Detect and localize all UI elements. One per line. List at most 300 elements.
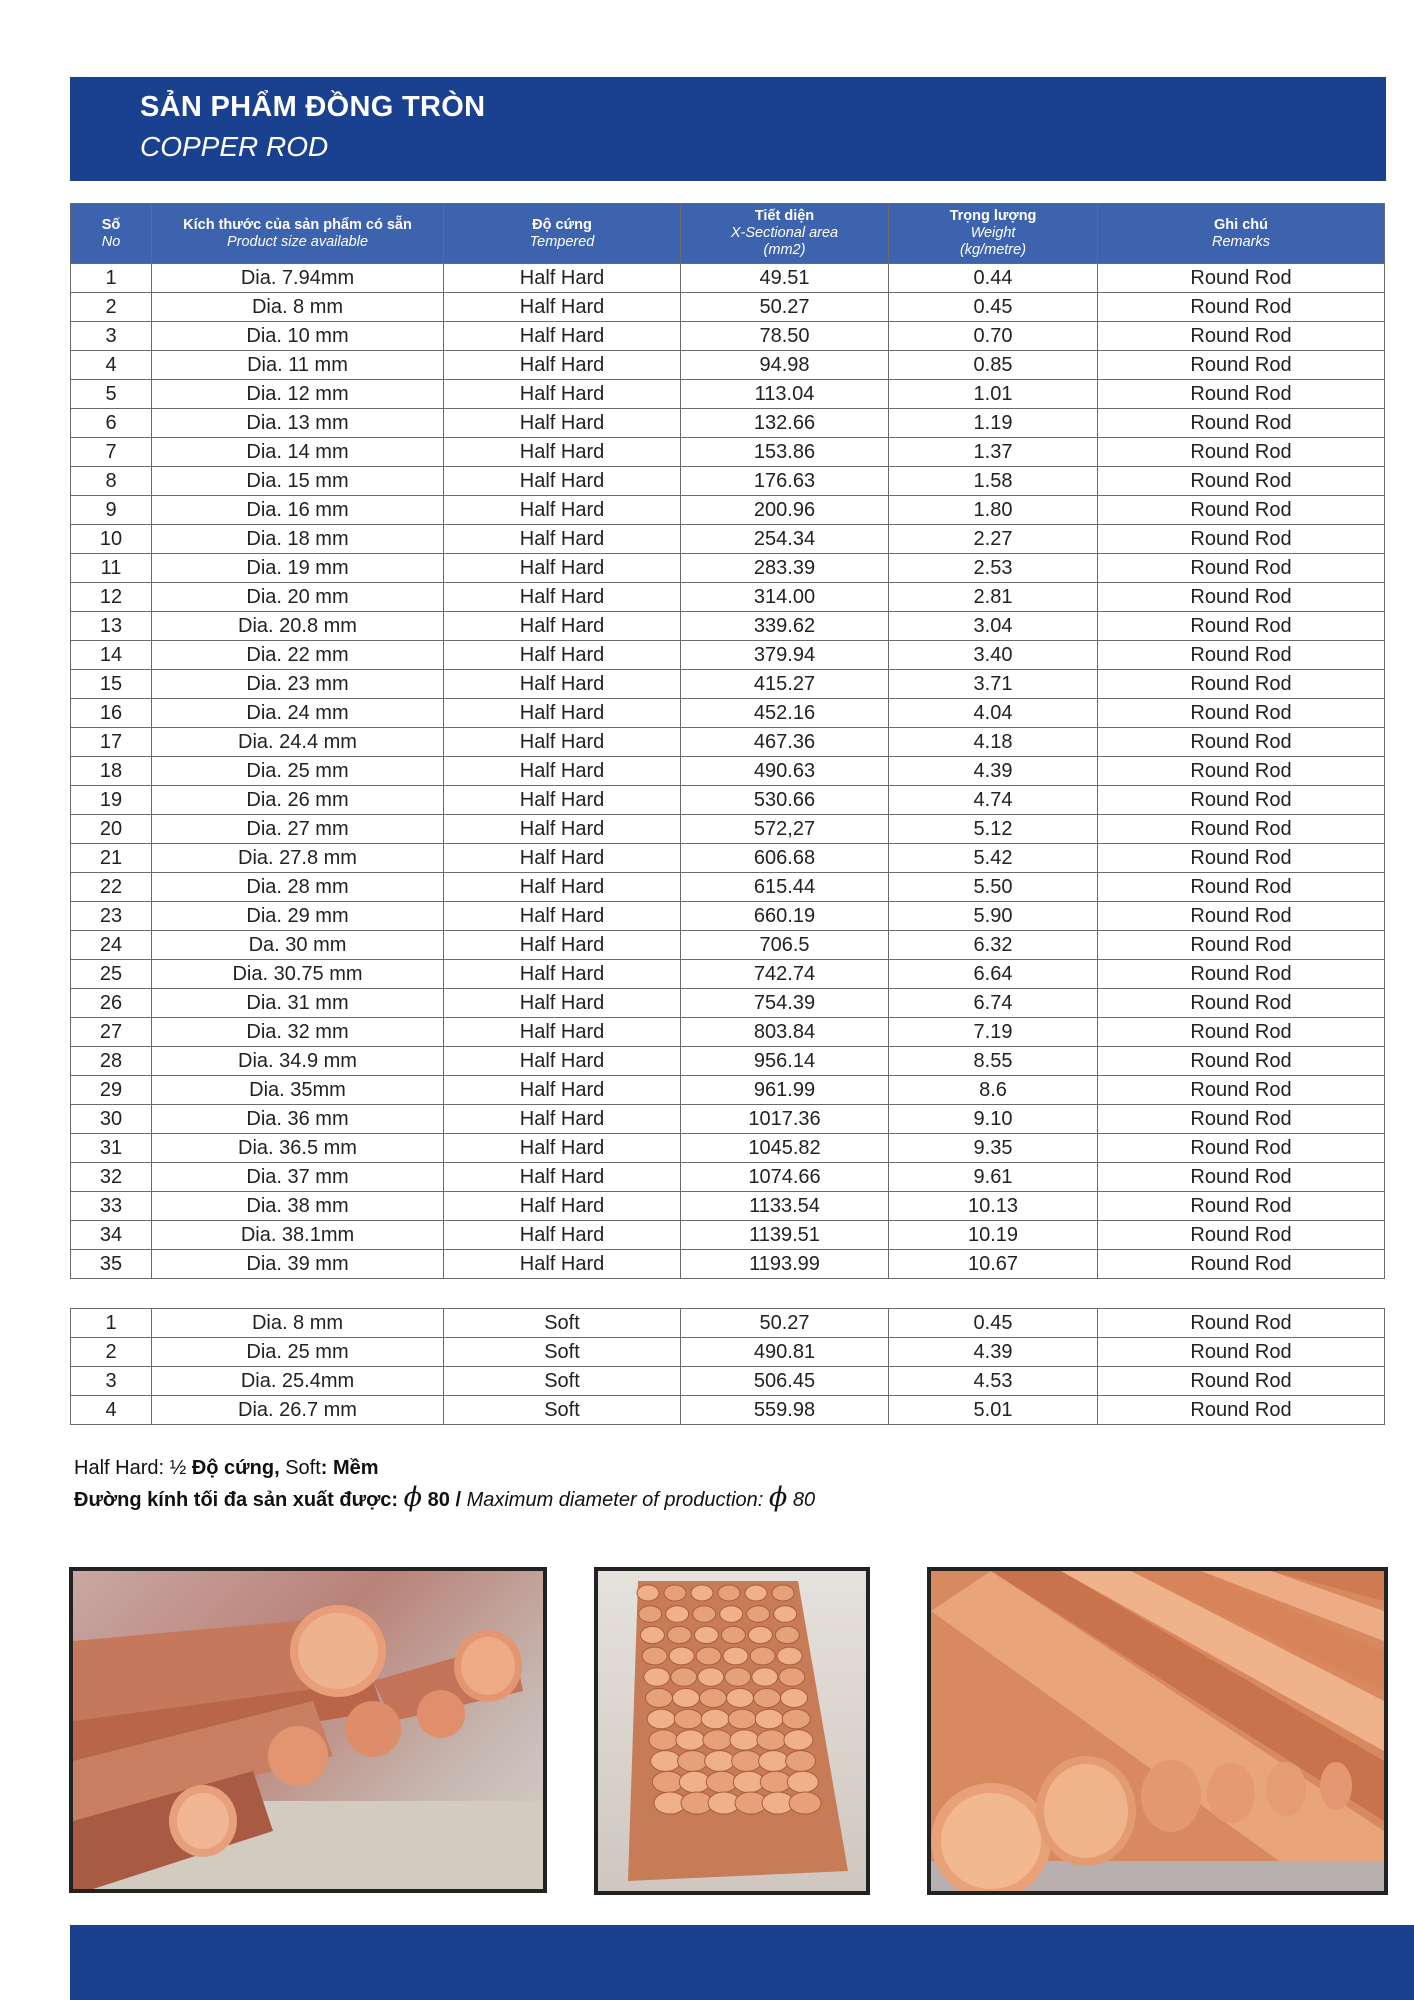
cell-area: 415.27 [681,670,889,699]
cell-weight: 6.64 [889,960,1098,989]
table-body-half-hard [71,264,1385,1279]
cell-size: Dia. 37 mm [152,1163,444,1192]
col-header-weight [889,204,1098,264]
cell-remarks: Round Rod [1098,496,1385,525]
table-row [71,960,1385,989]
max-diameter-label-en: Maximum diameter of production: [466,1489,764,1511]
cell-weight: 4.39 [889,757,1098,786]
table-row [71,1105,1385,1134]
cell-weight: 4.53 [889,1367,1098,1396]
cell-size: Dia. 26.7 mm [152,1396,444,1425]
cell-weight: 5.12 [889,815,1098,844]
cell-weight: 2.27 [889,525,1098,554]
table-row [71,1338,1385,1367]
cell-size: Dia. 39 mm [152,1250,444,1279]
table-row [71,699,1385,728]
col-header-en: X-Sectional area [730,225,839,241]
cell-size: Dia. 38 mm [152,1192,444,1221]
cell-area: 754.39 [681,989,889,1018]
cell-remarks: Round Rod [1098,1047,1385,1076]
cell-area: 742.74 [681,960,889,989]
cell-temper: Half Hard [444,438,681,467]
table-row [71,583,1385,612]
diameter-icon: ϕ [403,1482,423,1513]
max-diameter-note [74,1483,815,1515]
cell-temper: Half Hard [444,844,681,873]
cell-weight: 9.35 [889,1134,1098,1163]
cell-no: 4 [71,351,152,380]
col-header-size [152,204,444,264]
max-diameter-value: 80 [427,1489,450,1511]
table-row [71,1396,1385,1425]
cell-size: Da. 30 mm [152,931,444,960]
copper-rods-closeup-photo [69,1567,547,1893]
cell-no: 18 [71,757,152,786]
cell-area: 506.45 [681,1367,889,1396]
page-subtitle: COPPER ROD [140,131,329,162]
cell-temper: Half Hard [444,902,681,931]
cell-weight: 1.19 [889,409,1098,438]
cell-weight: 5.42 [889,844,1098,873]
cell-area: 1074.66 [681,1163,889,1192]
cell-weight: 0.85 [889,351,1098,380]
cell-remarks: Round Rod [1098,351,1385,380]
table-row [71,1018,1385,1047]
cell-area: 200.96 [681,496,889,525]
legend-half-hard-vn: Độ cứng, [191,1457,280,1479]
cell-remarks: Round Rod [1098,322,1385,351]
cell-remarks: Round Rod [1098,1134,1385,1163]
cell-temper: Half Hard [444,351,681,380]
cell-size: Dia. 25 mm [152,757,444,786]
cell-area: 572,27 [681,815,889,844]
cell-weight: 2.81 [889,583,1098,612]
cell-weight: 7.19 [889,1018,1098,1047]
cell-temper: Half Hard [444,1163,681,1192]
cell-remarks: Round Rod [1098,409,1385,438]
title-banner [70,77,1386,181]
cell-area: 1193.99 [681,1250,889,1279]
cell-size: Dia. 25 mm [152,1338,444,1367]
cell-remarks: Round Rod [1098,380,1385,409]
cell-area: 283.39 [681,554,889,583]
cell-remarks: Round Rod [1098,960,1385,989]
table-row [71,380,1385,409]
cell-remarks: Round Rod [1098,902,1385,931]
cell-temper: Half Hard [444,815,681,844]
table-row [71,670,1385,699]
cell-area: 606.68 [681,844,889,873]
cell-no: 16 [71,699,152,728]
table-row [71,989,1385,1018]
cell-no: 19 [71,786,152,815]
table-row [71,612,1385,641]
cell-remarks: Round Rod [1098,931,1385,960]
table-row [71,728,1385,757]
cell-no: 25 [71,960,152,989]
cell-no: 11 [71,554,152,583]
cell-weight: 4.04 [889,699,1098,728]
cell-weight: 1.01 [889,380,1098,409]
cell-no: 13 [71,612,152,641]
cell-remarks: Round Rod [1098,815,1385,844]
cell-remarks: Round Rod [1098,641,1385,670]
cell-size: Dia. 36.5 mm [152,1134,444,1163]
cell-remarks: Round Rod [1098,583,1385,612]
cell-size: Dia. 35mm [152,1076,444,1105]
col-header-vn: Kích thước của sản phẩm có sẵn [183,216,412,233]
cell-temper: Soft [444,1367,681,1396]
cell-temper: Half Hard [444,1047,681,1076]
cell-remarks: Round Rod [1098,699,1385,728]
cell-temper: Half Hard [444,960,681,989]
col-header-unit: (kg/metre) [959,242,1027,258]
copper-rod-ends-photo [927,1567,1388,1895]
cell-remarks: Round Rod [1098,1338,1385,1367]
cell-remarks: Round Rod [1098,1163,1385,1192]
notes [74,1453,815,1515]
cell-no: 8 [71,467,152,496]
col-header-vn: Ghi chú [1214,216,1268,233]
cell-size: Dia. 11 mm [152,351,444,380]
table-body-soft [71,1309,1385,1425]
table-row [71,786,1385,815]
temper-legend [74,1453,815,1483]
cell-no: 6 [71,409,152,438]
table-row [71,1250,1385,1279]
cell-area: 490.81 [681,1338,889,1367]
cell-no: 3 [71,1367,152,1396]
cell-size: Dia. 18 mm [152,525,444,554]
cell-no: 26 [71,989,152,1018]
table-row [71,1076,1385,1105]
cell-temper: Half Hard [444,409,681,438]
cell-no: 34 [71,1221,152,1250]
cell-size: Dia. 12 mm [152,380,444,409]
cell-area: 559.98 [681,1396,889,1425]
cell-weight: 1.80 [889,496,1098,525]
cell-weight: 5.90 [889,902,1098,931]
max-diameter-label-vn: Đường kính tối đa sản xuất được: [74,1489,399,1511]
table-row [71,1192,1385,1221]
cell-temper: Half Hard [444,931,681,960]
cell-temper: Half Hard [444,728,681,757]
table-row [71,844,1385,873]
cell-temper: Soft [444,1309,681,1338]
cell-area: 379.94 [681,641,889,670]
table-row [71,264,1385,293]
cell-area: 1045.82 [681,1134,889,1163]
cell-weight: 5.50 [889,873,1098,902]
cell-size: Dia. 34.9 mm [152,1047,444,1076]
copper-rod-bundle-photo [594,1567,870,1895]
cell-no: 28 [71,1047,152,1076]
cell-size: Dia. 13 mm [152,409,444,438]
cell-no: 35 [71,1250,152,1279]
table-row [71,815,1385,844]
cell-weight: 0.70 [889,322,1098,351]
cell-weight: 6.32 [889,931,1098,960]
cell-weight: 4.74 [889,786,1098,815]
cell-size: Dia. 8 mm [152,1309,444,1338]
cell-area: 50.27 [681,293,889,322]
cell-remarks: Round Rod [1098,1309,1385,1338]
cell-no: 27 [71,1018,152,1047]
table-row [71,409,1385,438]
cell-temper: Half Hard [444,641,681,670]
col-header-remarks [1098,204,1385,264]
cell-area: 803.84 [681,1018,889,1047]
cell-temper: Half Hard [444,612,681,641]
cell-temper: Half Hard [444,786,681,815]
col-header-en: Remarks [1211,233,1270,250]
table-row [71,351,1385,380]
col-header-no [71,204,152,264]
cell-temper: Half Hard [444,380,681,409]
cell-size: Dia. 14 mm [152,438,444,467]
col-header-vn: Độ cứng [532,216,592,233]
cell-weight: 0.45 [889,293,1098,322]
cell-area: 153.86 [681,438,889,467]
cell-temper: Half Hard [444,1105,681,1134]
table-header [71,204,1385,264]
cell-size: Dia. 19 mm [152,554,444,583]
table-row [71,757,1385,786]
cell-size: Dia. 36 mm [152,1105,444,1134]
cell-area: 94.98 [681,351,889,380]
cell-size: Dia. 24 mm [152,699,444,728]
cell-weight: 8.6 [889,1076,1098,1105]
cell-weight: 4.39 [889,1338,1098,1367]
cell-remarks: Round Rod [1098,554,1385,583]
cell-remarks: Round Rod [1098,438,1385,467]
cell-area: 339.62 [681,612,889,641]
table-row [71,873,1385,902]
cell-size: Dia. 25.4mm [152,1367,444,1396]
cell-remarks: Round Rod [1098,293,1385,322]
cell-temper: Soft [444,1396,681,1425]
cell-no: 2 [71,293,152,322]
cell-temper: Half Hard [444,757,681,786]
cell-remarks: Round Rod [1098,757,1385,786]
cell-area: 452.16 [681,699,889,728]
cell-no: 30 [71,1105,152,1134]
cell-area: 1133.54 [681,1192,889,1221]
cell-weight: 10.67 [889,1250,1098,1279]
col-header-vn: Tiết diện [754,208,815,224]
cell-area: 78.50 [681,322,889,351]
cell-temper: Soft [444,1338,681,1367]
cell-no: 5 [71,380,152,409]
copper-rod-table [70,203,1385,1279]
cell-no: 3 [71,322,152,351]
cell-size: Dia. 28 mm [152,873,444,902]
col-header-en: Product size available [226,233,369,250]
cell-no: 22 [71,873,152,902]
table-row [71,467,1385,496]
cell-no: 24 [71,931,152,960]
cell-temper: Half Hard [444,873,681,902]
table-row [71,902,1385,931]
max-diameter-value-en: 80 [792,1489,816,1511]
cell-weight: 6.74 [889,989,1098,1018]
cell-no: 31 [71,1134,152,1163]
cell-no: 15 [71,670,152,699]
cell-area: 113.04 [681,380,889,409]
legend-soft-vn: : Mềm [320,1457,379,1479]
cell-no: 14 [71,641,152,670]
cell-temper: Half Hard [444,1192,681,1221]
cell-temper: Half Hard [444,467,681,496]
cell-size: Dia. 26 mm [152,786,444,815]
cell-remarks: Round Rod [1098,873,1385,902]
table-row [71,641,1385,670]
cell-remarks: Round Rod [1098,844,1385,873]
cell-temper: Half Hard [444,264,681,293]
cell-area: 615.44 [681,873,889,902]
cell-remarks: Round Rod [1098,1018,1385,1047]
table-row [71,525,1385,554]
cell-no: 21 [71,844,152,873]
col-header-unit: (mm2) [763,242,806,258]
col-header-en: Tempered [529,233,595,250]
cell-weight: 8.55 [889,1047,1098,1076]
cell-remarks: Round Rod [1098,1250,1385,1279]
col-header-temper [444,204,681,264]
cell-size: Dia. 23 mm [152,670,444,699]
table-row [71,931,1385,960]
cell-no: 2 [71,1338,152,1367]
table-row [71,322,1385,351]
cell-no: 32 [71,1163,152,1192]
cell-size: Dia. 31 mm [152,989,444,1018]
cell-size: Dia. 38.1mm [152,1221,444,1250]
cell-area: 660.19 [681,902,889,931]
cell-weight: 0.44 [889,264,1098,293]
cell-remarks: Round Rod [1098,1396,1385,1425]
cell-weight: 5.01 [889,1396,1098,1425]
col-header-vn: Trọng lượng [949,208,1037,224]
footer-bar [70,1925,1414,2000]
cell-size: Dia. 20 mm [152,583,444,612]
cell-size: Dia. 15 mm [152,467,444,496]
diameter-icon: ϕ [768,1482,788,1513]
cell-temper: Half Hard [444,322,681,351]
cell-size: Dia. 16 mm [152,496,444,525]
cell-size: Dia. 27.8 mm [152,844,444,873]
page-title: SẢN PHẨM ĐỒNG TRÒN [140,91,486,123]
cell-remarks: Round Rod [1098,989,1385,1018]
cell-area: 490.63 [681,757,889,786]
cell-area: 314.00 [681,583,889,612]
separator: / [455,1489,461,1511]
col-header-vn: Số [101,216,121,233]
cell-remarks: Round Rod [1098,264,1385,293]
cell-temper: Half Hard [444,554,681,583]
table-row [71,1367,1385,1396]
cell-area: 49.51 [681,264,889,293]
cell-size: Dia. 24.4 mm [152,728,444,757]
cell-size: Dia. 10 mm [152,322,444,351]
cell-weight: 4.18 [889,728,1098,757]
cell-area: 50.27 [681,1309,889,1338]
table-row [71,496,1385,525]
cell-weight: 3.04 [889,612,1098,641]
cell-weight: 2.53 [889,554,1098,583]
cell-no: 9 [71,496,152,525]
cell-no: 4 [71,1396,152,1425]
cell-no: 12 [71,583,152,612]
legend-soft: Soft [279,1457,321,1479]
cell-area: 254.34 [681,525,889,554]
cell-no: 1 [71,1309,152,1338]
cell-remarks: Round Rod [1098,467,1385,496]
table-row [71,554,1385,583]
cell-remarks: Round Rod [1098,1221,1385,1250]
cell-remarks: Round Rod [1098,670,1385,699]
cell-no: 23 [71,902,152,931]
cell-size: Dia. 8 mm [152,293,444,322]
cell-area: 961.99 [681,1076,889,1105]
cell-area: 1139.51 [681,1221,889,1250]
cell-no: 17 [71,728,152,757]
table-row [71,1047,1385,1076]
cell-temper: Half Hard [444,1134,681,1163]
table-row [71,1221,1385,1250]
cell-temper: Half Hard [444,670,681,699]
cell-area: 132.66 [681,409,889,438]
table-row [71,1163,1385,1192]
cell-size: Dia. 32 mm [152,1018,444,1047]
cell-remarks: Round Rod [1098,1076,1385,1105]
cell-temper: Half Hard [444,1250,681,1279]
cell-size: Dia. 27 mm [152,815,444,844]
col-header-area [681,204,889,264]
cell-no: 10 [71,525,152,554]
table-row [71,438,1385,467]
cell-temper: Half Hard [444,583,681,612]
cell-weight: 10.13 [889,1192,1098,1221]
col-header-en: No [101,233,121,250]
cell-temper: Half Hard [444,1076,681,1105]
cell-area: 467.36 [681,728,889,757]
cell-temper: Half Hard [444,989,681,1018]
cell-weight: 9.61 [889,1163,1098,1192]
cell-area: 706.5 [681,931,889,960]
cell-no: 1 [71,264,152,293]
cell-remarks: Round Rod [1098,1192,1385,1221]
cell-remarks: Round Rod [1098,728,1385,757]
cell-remarks: Round Rod [1098,1105,1385,1134]
cell-no: 29 [71,1076,152,1105]
cell-size: Dia. 22 mm [152,641,444,670]
cell-temper: Half Hard [444,496,681,525]
cell-weight: 1.37 [889,438,1098,467]
cell-size: Dia. 30.75 mm [152,960,444,989]
cell-size: Dia. 7.94mm [152,264,444,293]
cell-temper: Half Hard [444,1018,681,1047]
cell-temper: Half Hard [444,1221,681,1250]
cell-temper: Half Hard [444,525,681,554]
cell-area: 956.14 [681,1047,889,1076]
cell-weight: 0.45 [889,1309,1098,1338]
cell-size: Dia. 29 mm [152,902,444,931]
cell-weight: 9.10 [889,1105,1098,1134]
cell-no: 33 [71,1192,152,1221]
cell-remarks: Round Rod [1098,786,1385,815]
cell-weight: 1.58 [889,467,1098,496]
cell-size: Dia. 20.8 mm [152,612,444,641]
